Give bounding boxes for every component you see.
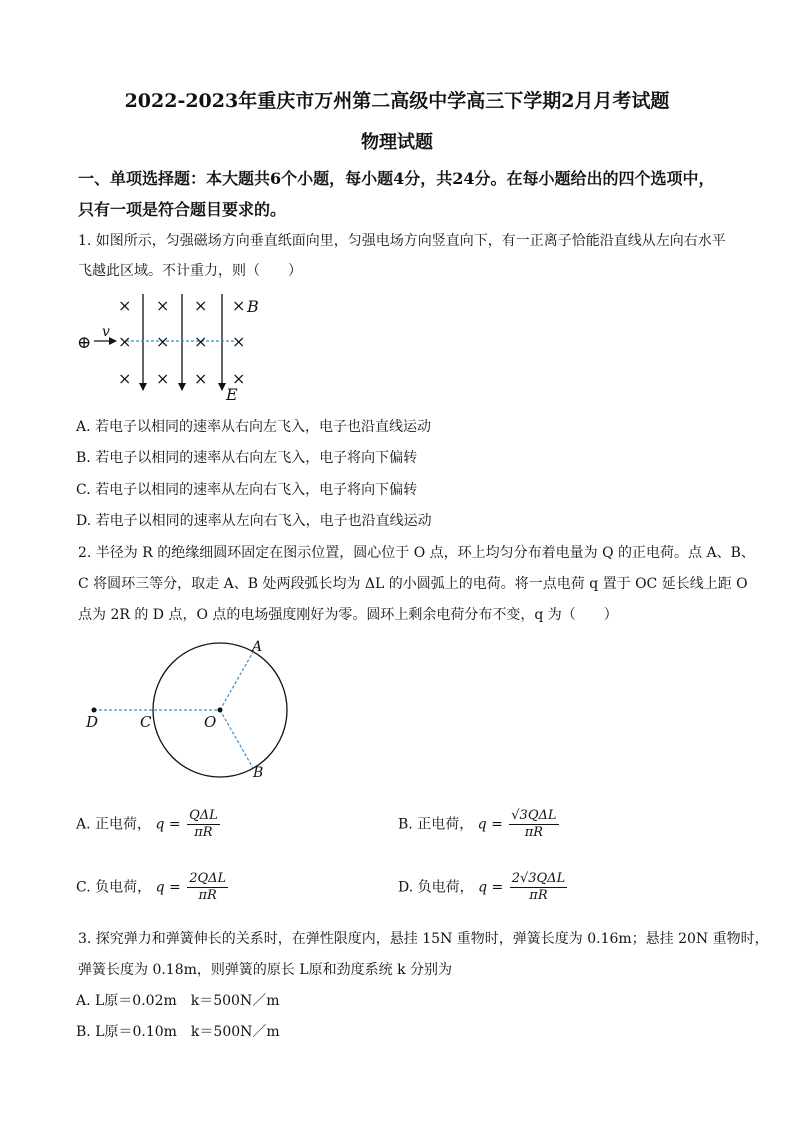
q1-stem-line1: 1. 如图所示，匀强磁场方向垂直纸面向里，匀强电场方向竖直向下，有一正离子恰能沿直线从左向右水平 <box>78 233 726 249</box>
section-heading-line1: 一、单项选择题：本大题共6个小题，每小题4分，共24分。在每小题给出的四个选项中， <box>78 169 715 188</box>
b-cross: × <box>118 332 132 351</box>
label-b: B <box>253 765 264 781</box>
page-subtitle: 物理试题 <box>361 132 433 153</box>
q3-stem-line1: 3. 探究弹力和弹簧伸长的关系时，在弹性限度内，悬挂 15N 重物时，弹簧长度为 0.16m；悬挂 20N 重物时， <box>78 931 769 947</box>
fraction: $\frac{\text{2QΔL}}{\pi R}$ <box>189 871 227 903</box>
point-d <box>92 708 97 713</box>
ob-dashed-line <box>220 710 253 768</box>
label-c: C <box>140 713 152 731</box>
q1-option-c: C. 若电子以相同的速率从左向右飞入，电子将向下偏转 <box>76 482 418 498</box>
q2-stem-line2: C 将圆环三等分，取走 A、B 处两段弧长均为 ΔL 的小圆弧上的电荷。将一点电荷 q 置于 OC 延长线上距 O <box>78 576 748 592</box>
b-cross: × <box>194 332 208 351</box>
q2-option-a: A. 正电荷， q = $\frac{\text{QΔL}}{\pi R}$ <box>76 808 218 840</box>
q1-option-d: D. 若电子以相同的速率从左向右飞入，电子也沿直线运动 <box>76 513 432 529</box>
positive-ion-icon: ⊕ <box>77 333 92 353</box>
q1-stem-line2: 飞越此区域。不计重力，则（ ） <box>78 263 302 279</box>
q1-field-figure <box>74 290 274 402</box>
q1-option-a: A. 若电子以相同的速率从右向左飞入，电子也沿直线运动 <box>76 419 432 435</box>
label-o: O <box>204 713 217 731</box>
e-field-label: E <box>226 385 238 402</box>
fraction: $\frac{\text{QΔL}}{\pi R}$ <box>189 808 218 840</box>
velocity-label: v <box>102 324 110 340</box>
q2-option-b: B. 正电荷， q = $\frac{\text{√3QΔL}}{\pi R}$ <box>398 808 557 840</box>
oa-dashed-line <box>220 652 253 710</box>
q1-option-b: B. 若电子以相同的速率从右向左飞入，电子将向下偏转 <box>76 450 418 466</box>
q3-stem-line2: 弹簧长度为 0.18m，则弹簧的原长 L原和劲度系统 k 分别为 <box>78 962 453 978</box>
b-cross: × <box>156 369 170 388</box>
b-cross: × <box>194 296 208 315</box>
b-cross: × <box>156 332 170 351</box>
b-cross: × <box>118 296 132 315</box>
label-a: A <box>252 639 263 655</box>
q2-stem-line3: 点为 2R 的 D 点，O 点的电场强度刚好为零。圆环上剩余电荷分布不变，q 为（ ） <box>78 607 618 623</box>
b-cross: × <box>194 369 208 388</box>
b-cross: × <box>232 332 246 351</box>
label-d: D <box>86 713 99 731</box>
b-cross: × <box>232 369 246 388</box>
b-cross: × <box>156 296 170 315</box>
q3-option-a: A. L原＝0.02m k＝500N／m <box>76 993 280 1009</box>
q2-stem-line1: 2. 半径为 R 的绝缘细圆环固定在图示位置，圆心位于 O 点，环上均匀分布着电量为 Q 的正电荷。点 A、B、 <box>78 545 755 561</box>
q2-ring-figure <box>80 636 300 784</box>
b-cross: × <box>232 296 246 315</box>
section-heading-line2: 只有一项是符合题目要求的。 <box>78 200 287 219</box>
fraction: $\frac{\text{2√3QΔL}}{\pi R}$ <box>511 871 566 903</box>
point-o <box>218 708 223 713</box>
b-field-label: B <box>247 297 259 316</box>
fraction: $\frac{\text{√3QΔL}}{\pi R}$ <box>511 808 557 840</box>
q3-option-b: B. L原＝0.10m k＝500N／m <box>76 1024 280 1040</box>
page-title: 2022-2023年重庆市万州第二高级中学高三下学期2月月考试题 <box>124 90 670 112</box>
q2-option-c: C. 负电荷， q = $\frac{\text{2QΔL}}{\pi R}$ <box>76 871 227 903</box>
b-cross: × <box>118 369 132 388</box>
q2-option-d: D. 负电荷， q = $\frac{\text{2√3QΔL}}{\pi R}$ <box>398 871 566 903</box>
